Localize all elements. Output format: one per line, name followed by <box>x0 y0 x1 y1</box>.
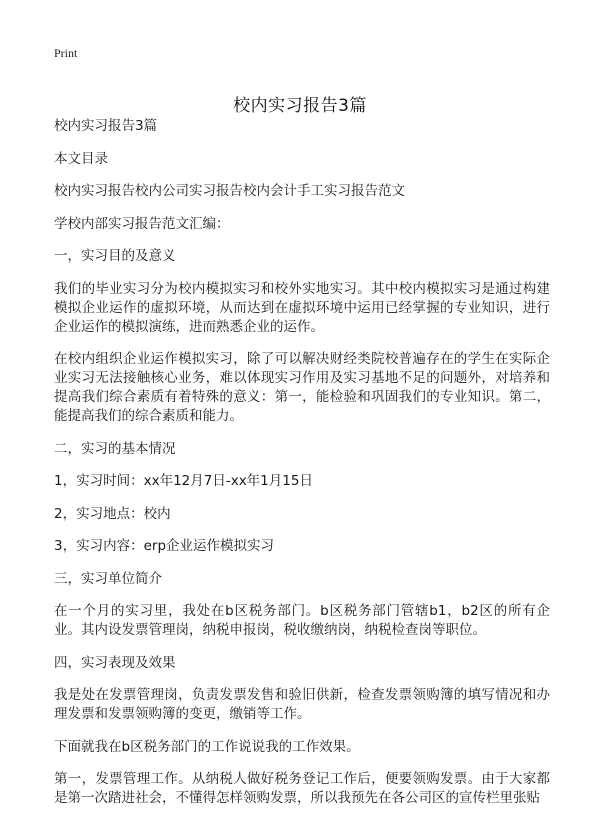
toc-heading: 本文目录 <box>54 150 108 167</box>
print-label: Print <box>54 46 78 60</box>
section-heading-performance: 四，实习表现及效果 <box>54 654 176 671</box>
toc-line: 校内实习报告校内公司实习报告校内会计手工实习报告范文 <box>54 183 405 199</box>
paragraph-performance-1: 我是处在发票管理岗，负责发票发售和验旧供新，检查发票领购簿的填写情况和办理发票和发票领购簿的变更，缴销等工作。 <box>54 687 550 722</box>
document-body <box>54 117 550 822</box>
section-heading-basics: 二，实习的基本情况 <box>54 440 176 457</box>
collection-heading: 学校内部实习报告范文汇编： <box>54 215 230 232</box>
paragraph-purpose-1: 我们的毕业实习分为校内模拟实习和校外实地实习。其中校内模拟实习是通过构建模拟企业运作的虚拟环境，从而达到在虚拟环境中运用已经掌握的专业知识，进行企业运作的模拟演练，进而熟悉企业的运作。 <box>54 280 550 335</box>
basic-item-time: 1，实习时间：xx年12月7日-xx年1月15日 <box>54 473 313 489</box>
basic-item-content: 3，实习内容：erp企业运作模拟实习 <box>54 538 275 554</box>
section-heading-unit: 三，实习单位简介 <box>54 570 162 587</box>
document-title: 校内实习报告3篇 <box>233 96 367 117</box>
paragraph-performance-2: 下面就我在b区税务部门的工作说说我的工作效果。 <box>54 738 360 755</box>
paragraph-performance-3: 第一，发票管理工作。从纳税人做好税务登记工作后，便要领购发票。由于大家都是第一次踏进社会，不懂得怎样领购发票，所以我预先在各公司区的宣传栏里张贴 <box>54 771 550 806</box>
subtitle-line: 校内实习报告3篇 <box>54 118 158 134</box>
section-heading-purpose: 一，实习目的及意义 <box>54 248 176 264</box>
paragraph-unit: 在一个月的实习里，我处在b区税务部门。b区税务部门管辖b1，b2区的所有企业。其内设发票管理岗，纳税申报岗，税收缴纳岗，纳税检查岗等职位。 <box>54 603 550 638</box>
paragraph-purpose-2: 在校内组织企业运作模拟实习，除了可以解决财经类院校普遍存在的学生在实际企业实习无法接触核心业务，难以体现实习作用及实习基地不足的问题外，对培养和提高我们综合素质有着特殊的意义：第一，能检验和巩固我们的专业知识。第二，能提高我们的综合素质和能力。 <box>54 351 550 424</box>
basic-item-location: 2，实习地点：校内 <box>54 505 171 522</box>
